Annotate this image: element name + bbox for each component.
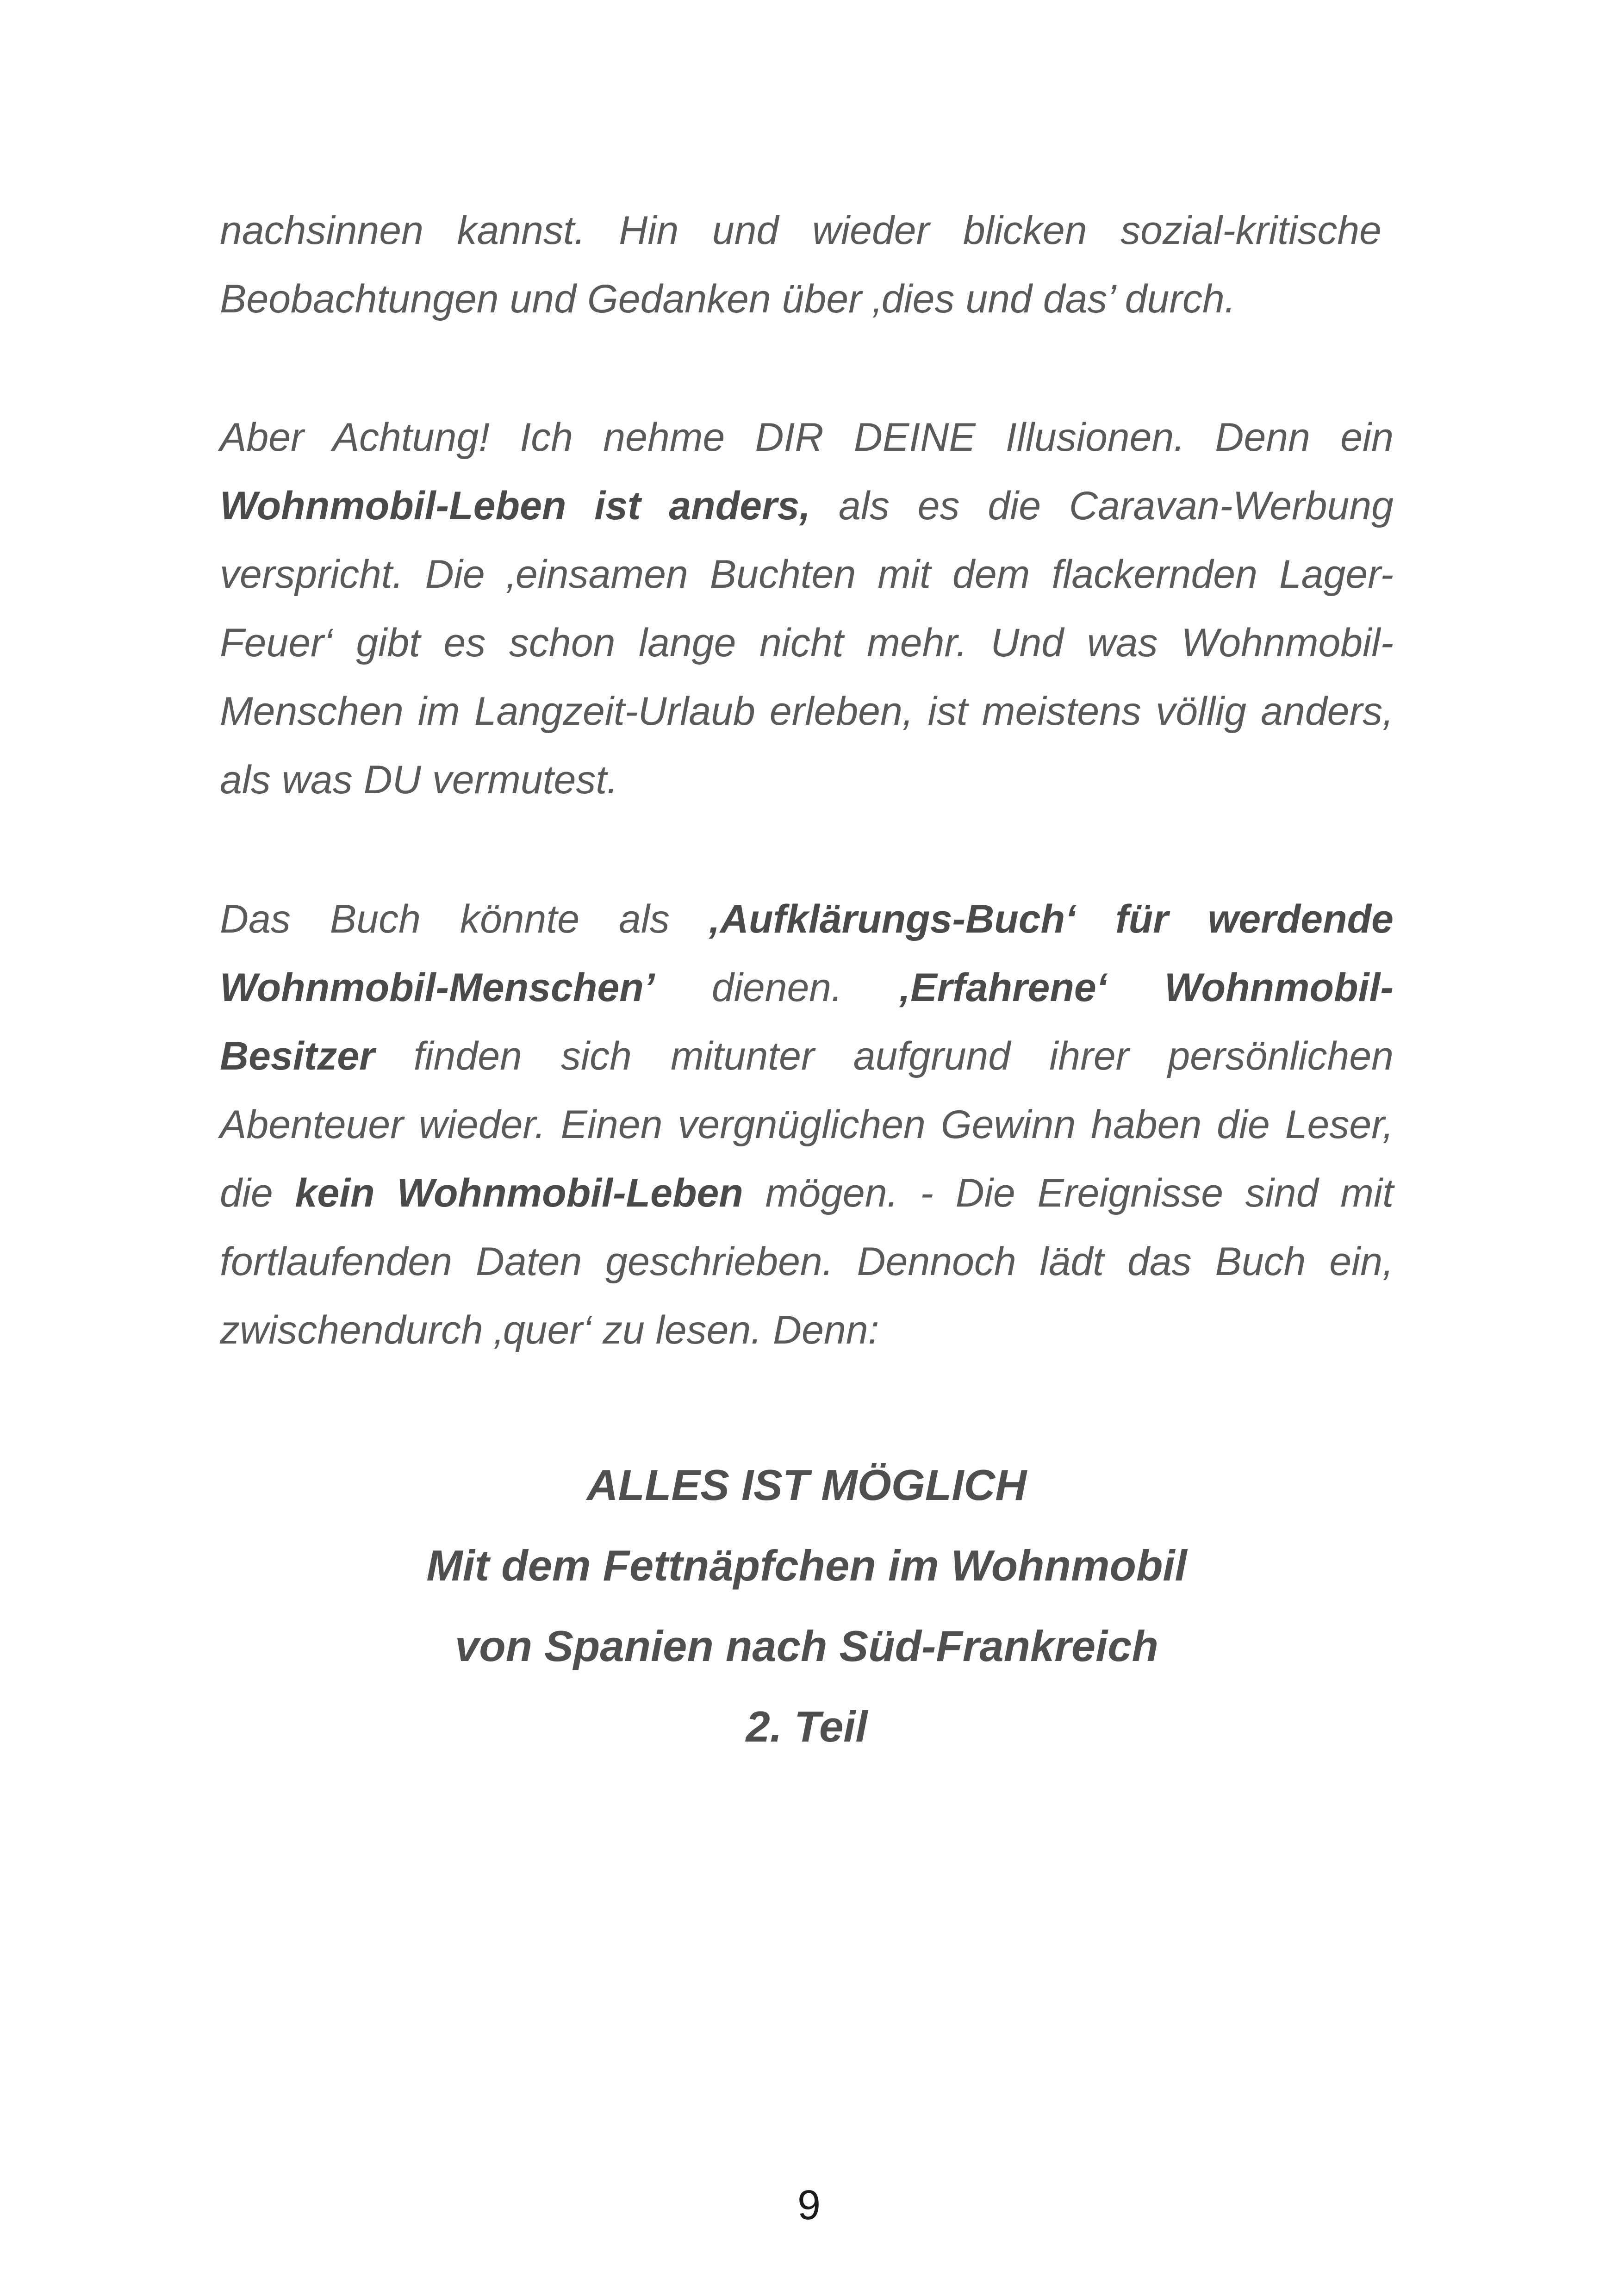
title-line-3: von Spanien nach Süd-Frankreich: [455, 1622, 1158, 1670]
paragraph-3-bold-c: kein Wohnmobil-Leben: [295, 1171, 743, 1215]
page-number: 9: [797, 2182, 821, 2228]
paragraph-intro-continuation: [220, 196, 1382, 333]
title-line-2: Mit dem Fettnäpfchen im Wohnmobil: [426, 1541, 1187, 1590]
paragraph-3-bold-b: ‚Erfahrene‘ Wohnmobil-Besitzer: [220, 965, 1394, 1078]
paragraph-book-purpose: [220, 885, 1394, 1364]
paragraph-3-text-c: finden sich mitunter aufgrund ihrer persönlichen Abenteuer wieder. Einen vergnüglichen Gewinn haben die Leser, die: [220, 1034, 1394, 1215]
paragraph-1-text: nachsinnen kannst. Hin und wieder blicken sozial-kritische Beobachtungen und Gedanken über ‚dies und das’ durch.: [220, 208, 1382, 321]
paragraph-warning: [220, 403, 1394, 814]
paragraph-2-text-a: Aber Achtung! Ich nehme DIR DEINE Illusionen. Denn ein: [220, 415, 1394, 460]
paragraph-2-bold-a: Wohnmobil-Leben ist anders,: [220, 484, 811, 528]
title-line-4: 2. Teil: [746, 1702, 868, 1751]
title-line-1: ALLES IST MÖGLICH: [586, 1461, 1027, 1509]
paragraph-3-text-a: Das Buch könnte als: [220, 897, 709, 941]
paragraph-3-text-b: dienen.: [654, 965, 900, 1010]
paragraph-3-text-d: mögen. - Die Ereignisse sind mit fortlaufenden Daten geschrieben. Dennoch lädt das Buch ein, zwischendurch ‚quer‘ zu lesen. Denn:: [220, 1171, 1394, 1352]
paragraph-3-bold-a: ‚Aufklärungs-Buch‘ für werdende Wohnmobil-Menschen’: [220, 897, 1394, 1010]
paragraph-2-text-b: als es die Caravan-Werbung verspricht. Die ‚einsamen Buchten mit dem flackernden Lager-Feuer‘ gibt es schon lange nicht mehr. Und was Wohnmobil-Menschen im Langzeit-Urlaub erleben, ist meistens völlig anders, als was DU vermutest.: [220, 484, 1394, 802]
